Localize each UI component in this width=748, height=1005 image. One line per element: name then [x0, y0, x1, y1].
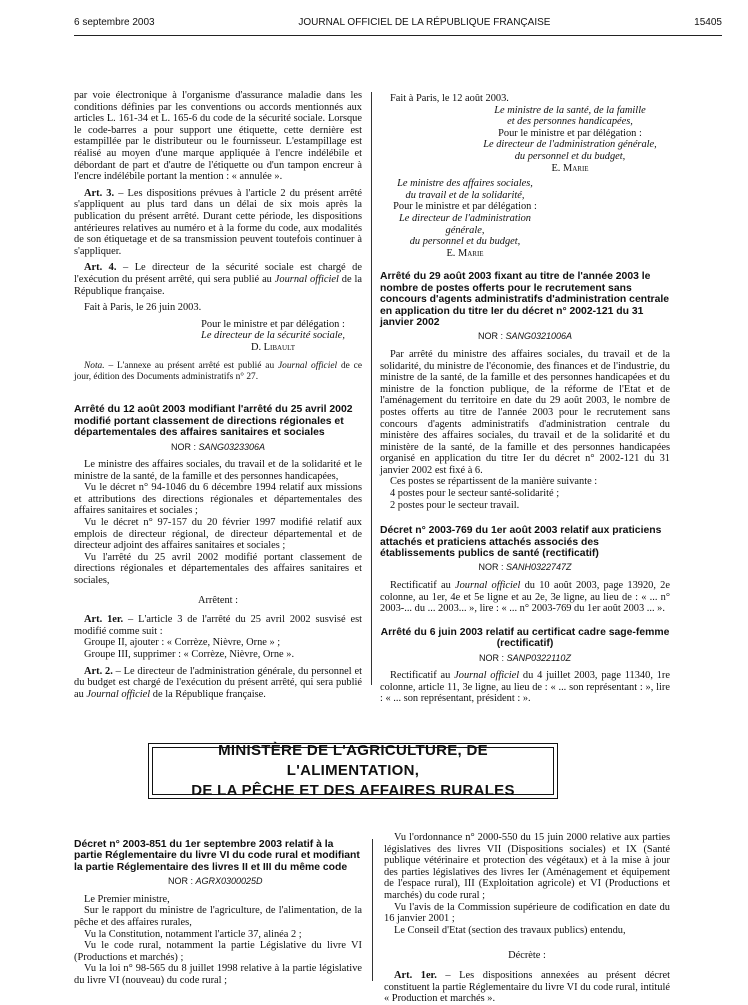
signature-line: Le directeur de la sécurité sociale, [201, 330, 345, 342]
signature-line: du personnel et du budget, [409, 236, 521, 248]
journal-ref: Journal officiel [274, 273, 339, 285]
column-left-bottom [74, 839, 362, 987]
page-header [74, 14, 722, 30]
column-divider-bottom [372, 839, 373, 981]
signature-line: et des personnes handicapées, [507, 116, 633, 128]
article-label: Art. 4. [84, 262, 117, 274]
paragraph: Le ministre des affaires sociales, du travail et de la solidarité et le ministre de la santé, de la famille et des personnes handicapées, [74, 459, 362, 482]
signature-name: E. Marie [446, 247, 484, 259]
signature-line: Le directeur de l'administration générale, [399, 212, 531, 236]
rectificatif-paragraph [380, 670, 670, 705]
paragraph: par voie électronique à l'organisme d'assurance maladie dans les conditions définies par les conventions ou accords mentionnés aux articles L. 161-34 et L. 165-6 du code de la sécurité sociale. Lorsque le code-barres a pour support une étiquette, cette dernière est estampillée par le distributeur ou le fournisseur. L'estampillage est réalisé au moyen d'une marque appliquée à l'encre indélébile et débordant de part et d'autre de l'étiquette ou d'un tampon encreur à l'encre indélébile portant la mention : « annulée ». [74, 90, 362, 183]
article-label: Art. 1er. [84, 614, 124, 626]
paragraph: Vu l'ordonnance n° 2000-550 du 15 juin 2000 relative aux parties législatives des livres VII (Dispositions sociales) et IX (Santé publique vétérinaire et protection des végétaux) et à la mise à jour des parties législatives des livres Ier (Aménagement et équipement de l'espace rural), III (Exploitation agricole) et VI (Productions et marchés) du code rural ; [384, 832, 670, 901]
paragraph: Ces postes se répartissent de la manière suivante : [390, 476, 598, 488]
signature-line: du travail et de la solidarité, [405, 189, 525, 201]
paragraph-text: du 4 juillet 2003, page 11340, 1re colonne, article 11, 3e ligne, au lieu de : « ... son représentant : », lire : « ... son représentant, président : ». [380, 670, 670, 705]
paragraph-text: du 10 août 2003, page 13920, 2e colonne, au 1er, 4e et 5e ligne et au 2e, 3e ligne, au lieu de : « ... n° 2003-... du ... 2003... », lire : « ... n° 2003-769 du 1er août 2003 ... ». [380, 580, 670, 615]
nor-code: SANG0321006A [505, 331, 573, 342]
rectificatif-paragraph [380, 580, 670, 615]
signature-line: du personnel et du budget, [514, 150, 626, 162]
paragraph: Vu le décret n° 97-157 du 20 février 1997 modifié relatif aux emplois de directeur régional, de directeur départemental et de directeur adjoint des affaires sanitaires et sociales ; [74, 517, 362, 552]
nota-text: de ce jour, édition des Documents administratifs n° 27. [74, 361, 363, 382]
paragraph: Le Premier ministre, [84, 893, 170, 905]
column-divider [371, 92, 372, 685]
nor-label: NOR : [168, 876, 196, 887]
article-label: Art. 1er. [394, 969, 437, 981]
journal-ref: Journal officiel [86, 688, 151, 700]
arrete-title: Arrêté du 12 août 2003 modifiant l'arrêté du 25 avril 2002 modifié portant classement de directions régionales et départementales des affaires sanitaires et sociales [74, 404, 353, 439]
nor-reference [74, 442, 362, 454]
ministry-heading-line: MINISTÈRE DE L'AGRICULTURE, DE L'ALIMENTATION, [218, 742, 488, 779]
arrete-title: Arrêté du 29 août 2003 fixant au titre de l'année 2003 le nombre de postes offerts pour le recrutement sans concours d'agents administratifs d'administration centrale en application du titre Ier du décret n° 2002-121 du 31 janvier 2002 [380, 271, 670, 328]
signature-line: Pour le ministre et par délégation : [393, 201, 537, 213]
decret-title: Décret n° 2003-769 du 1er août 2003 relatif aux praticiens attachés et praticiens attachés associés des établissements publics de santé (rectificatif) [380, 525, 662, 560]
paragraph: Vu la Constitution, notamment l'article 37, alinéa 2 ; [84, 928, 302, 940]
column-right-top [380, 93, 670, 705]
paragraph: Par arrêté du ministre des affaires sociales, du travail et de la solidarité, du ministre de l'économie, des finances et de l'industrie, du ministre de la santé, de la famille et des personnes handicapées et du ministre de la fonction publique, de la réforme de l'Etat et de l'aménagement du territoire en date du 29 août 2003, le nombre de postes offerts au titre de l'année 2003 pour le recrutement sans concours d'agents administratifs d'administration centrale du ministère des affaires sociales, du travail et de la solidarité et du ministère de la santé, de la famille et des personnes handicapées organisé en application du titre Ier du décret n° 2002-121 du 31 janvier 2002 est fixé à 6. [380, 348, 670, 476]
arrete-title: Arrêté du 6 juin 2003 relatif au certificat cadre sage-femme (rectificatif) [380, 626, 670, 650]
paragraph-text: Rectificatif au [390, 580, 455, 592]
signature-line: Le ministre des affaires sociales, [397, 178, 533, 190]
article-text: – Les dispositions annexées au présent décret constituent la partie Réglementaire du livre VI du code rural, intitulé « Production et marchés ». [384, 969, 670, 1005]
nor-label: NOR : [170, 441, 199, 452]
header-page-number: 15405 [694, 16, 722, 28]
article-label: Art. 3. [84, 187, 115, 199]
article-3 [74, 188, 362, 258]
article-label: Art. 2. [84, 665, 113, 677]
signature-line: Pour le ministre et par délégation : [201, 318, 345, 330]
article-text: – Les dispositions prévues à l'article 2 du présent arrêté s'appliquent au plus tard dans un délai de six mois après la publication du présent arrêté. Durant cette période, les dispositions antérieures relatives au numéro et à la forme du code, aux modalités de son étiquetage et de sa transmission peuvent toutefois continuer à s'appliquer. [74, 187, 362, 257]
nor-code: SANH0322747Z [505, 562, 572, 573]
article-1 [384, 970, 670, 1005]
nor-reference [380, 331, 670, 343]
arretent: Arrêtent : [197, 594, 239, 606]
nor-reference [168, 876, 362, 888]
signature-line: Le directeur de l'administration générale, [483, 139, 657, 151]
journal-ref: Journal officiel [278, 361, 338, 372]
nor-code: SANG0323306A [198, 441, 266, 452]
paragraph: Groupe II, ajouter : « Corrèze, Nièvre, Orne » ; [84, 637, 281, 649]
paragraph: Vu le code rural, notamment la partie Législative du livre VI (Productions et marchés) ; [74, 940, 362, 963]
article-4 [74, 262, 362, 297]
fait-a-paris: Fait à Paris, le 12 août 2003. [390, 93, 509, 104]
article-text: – L'article 3 de l'arrêté du 25 avril 2002 susvisé est modifié comme suit : [74, 614, 362, 637]
article-text: de la République française. [150, 688, 266, 700]
header-journal-title: JOURNAL OFFICIEL DE LA RÉPUBLIQUE FRANÇAISE [298, 16, 551, 28]
article-text: – Le directeur de la sécurité sociale est chargé de l'exécution du présent arrêté, qui sera publié au [74, 262, 362, 285]
header-divider [74, 35, 722, 36]
article-text: de la République française. [74, 273, 362, 297]
article-text: – Le directeur de l'administration générale, du personnel et du budget est chargé de l'exécution du présent arrêté, qui sera publié au [74, 665, 362, 700]
fait-a-paris: Fait à Paris, le 26 juin 2003. [84, 302, 202, 314]
paragraph: Le Conseil d'Etat (section des travaux publics) entendu, [394, 924, 626, 936]
paragraph: Vu l'arrêté du 25 avril 2002 modifié portant classement de directions régionales et départementales des affaires sanitaires et sociales, [74, 551, 362, 587]
signature-line: Le ministre de la santé, de la famille [494, 104, 646, 116]
header-date: 6 septembre 2003 [74, 16, 155, 28]
decrete: Décrète : [508, 950, 546, 962]
nor-label: NOR : [478, 562, 506, 573]
column-right-bottom [384, 832, 670, 1005]
paragraph: Vu la loi n° 98-565 du 8 juillet 1998 relative à la partie législative du livre VI (nouveau) du code rural ; [74, 963, 362, 986]
paragraph: 4 postes pour le secteur santé-solidarité ; [390, 488, 560, 500]
nota-text: – L'annexe au présent arrêté est publié au [104, 361, 279, 372]
nor-code: SANP0322110Z [506, 652, 571, 663]
signature-block [470, 105, 670, 175]
paragraph: Vu l'avis de la Commission supérieure de codification en date du 16 janvier 2001 ; [384, 901, 670, 925]
decret-title: Décret n° 2003-851 du 1er septembre 2003 relatif à la partie Réglementaire du livre VI du code rural et modifiant la partie Réglementaire des livres II et III du même code [74, 839, 360, 873]
signature-name: D. Libault [250, 341, 296, 353]
article-1 [74, 614, 362, 637]
nor-reference [380, 562, 670, 574]
column-left-top [74, 90, 362, 700]
paragraph: Sur le rapport du ministre de l'agriculture, de l'alimentation, de la pêche et des affaires rurales, [74, 905, 362, 928]
paragraph: 2 postes pour le secteur travail. [390, 499, 520, 511]
ministry-heading-box [152, 742, 554, 799]
signature-block [380, 178, 550, 259]
nota-label: Nota. [84, 361, 105, 372]
article-2 [74, 666, 362, 701]
nor-label: NOR : [477, 331, 506, 342]
journal-ref: Journal officiel [454, 580, 521, 592]
paragraph-text: Rectificatif au [390, 670, 455, 682]
paragraph: Vu le décret n° 94-1046 du 6 décembre 1994 relatif aux missions et attributions des directions régionales et départementales des affaires sanitaires et sociales ; [74, 482, 362, 517]
paragraph: Groupe III, supprimer : « Corrèze, Nièvre, Orne ». [84, 649, 295, 660]
nor-label: NOR : [479, 652, 507, 663]
signature-block [184, 319, 362, 354]
nor-code: AGRX0300025D [195, 876, 263, 887]
signature-name: E. Marie [551, 162, 589, 174]
nor-reference [380, 653, 670, 665]
signature-line: Pour le ministre et par délégation : [498, 127, 642, 139]
journal-ref: Journal officiel [454, 670, 520, 682]
ministry-heading-line: DE LA PÊCHE ET DES AFFAIRES RURALES [191, 782, 515, 799]
nota [74, 361, 362, 382]
